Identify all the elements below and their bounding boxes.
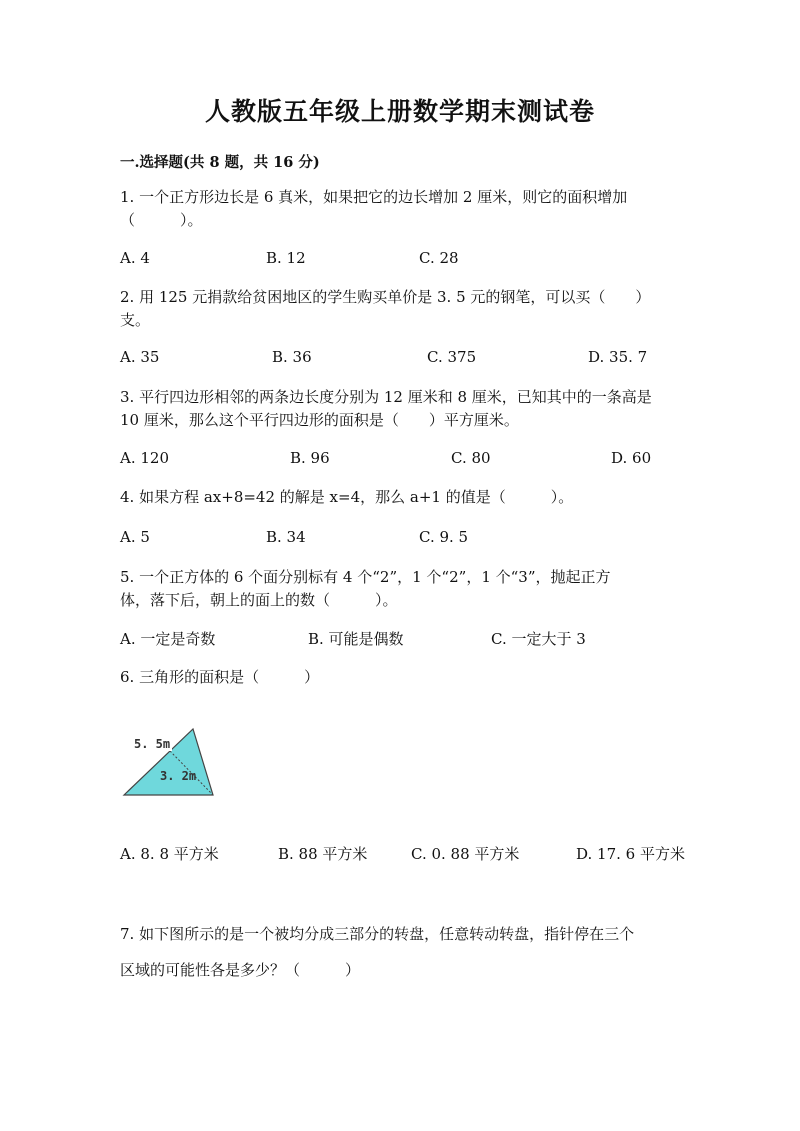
question-5-options [120,628,700,648]
page-title: 人教版五年级上册数学期末测试卷 [204,97,595,126]
question-5 [120,566,685,612]
question-1-options [120,249,700,269]
question-6-options [120,843,700,863]
option-c[interactable]: C. 28 [419,249,459,267]
option-a[interactable]: A. 8. 8 平方米 [120,845,219,863]
question-4-options [120,528,700,548]
option-b[interactable]: B. 88 平方米 [278,845,368,863]
question-text-line: 3. 平行四边形相邻的两条边长度分别为 12 厘米和 8 厘米，已知其中的一条高是 [120,388,652,406]
side-length-label: 5. 5m [134,737,171,751]
question-6 [120,666,685,689]
option-c[interactable]: C. 0. 88 平方米 [411,845,520,863]
section-heading: 一.选择题(共 8 题，共 16 分) [120,154,320,171]
question-text-line: 6. 三角形的面积是（ ） [120,668,320,686]
question-2 [120,286,685,332]
question-text-line: 10 厘米，那么这个平行四边形的面积是（ ）平方厘米。 [120,411,519,429]
question-text-line: 体，落下后，朝上的面上的数（ ）。 [120,591,398,609]
question-text-line: （ ）。 [120,211,203,229]
option-c[interactable]: C. 一定大于 3 [491,630,586,648]
option-c[interactable]: C. 9. 5 [419,528,469,546]
question-text-line: 区域的可能性各是多少？（ ） [120,961,361,979]
question-text-line: 4. 如果方程 ax+8=42 的解是 x=4，那么 a+1 的值是（ ）。 [120,488,574,506]
question-4 [120,486,685,509]
option-b[interactable]: B. 96 [290,449,330,467]
question-1 [120,186,685,232]
triangle-diagram [120,725,220,799]
question-7 [120,916,685,988]
question-text-line: 支。 [120,311,151,329]
question-text-line: 1. 一个正方形边长是 6 真米，如果把它的边长增加 2 厘米，则它的面积增加 [120,188,628,206]
option-d[interactable]: D. 60 [611,449,652,467]
option-d[interactable]: D. 35. 7 [588,348,648,366]
option-b[interactable]: B. 可能是偶数 [308,630,404,648]
option-d[interactable]: D. 17. 6 平方米 [576,845,685,863]
option-a[interactable]: A. 35 [120,348,160,366]
question-text-line: 2. 用 125 元捐款给贫困地区的学生购买单价是 3. 5 元的钢笔，可以买（ ） [120,288,651,306]
question-text-line: 5. 一个正方体的 6 个面分别标有 4 个“2”，1 个“2”，1 个“3”，抛起正方 [120,568,611,586]
question-3 [120,386,685,432]
option-a[interactable]: A. 一定是奇数 [120,630,216,648]
option-b[interactable]: B. 34 [266,528,306,546]
option-b[interactable]: B. 36 [272,348,312,366]
question-text-line: 7. 如下图所示的是一个被均分成三部分的转盘，任意转动转盘，指针停在三个 [120,925,635,943]
question-3-options [120,449,700,469]
question-2-options [120,348,700,368]
option-b[interactable]: B. 12 [266,249,306,267]
option-c[interactable]: C. 80 [451,449,491,467]
option-a[interactable]: A. 4 [120,249,150,267]
option-a[interactable]: A. 5 [120,528,150,546]
triangle-figure [120,725,220,799]
option-a[interactable]: A. 120 [120,449,169,467]
option-c[interactable]: C. 375 [427,348,477,366]
height-label: 3. 2m [160,769,197,783]
